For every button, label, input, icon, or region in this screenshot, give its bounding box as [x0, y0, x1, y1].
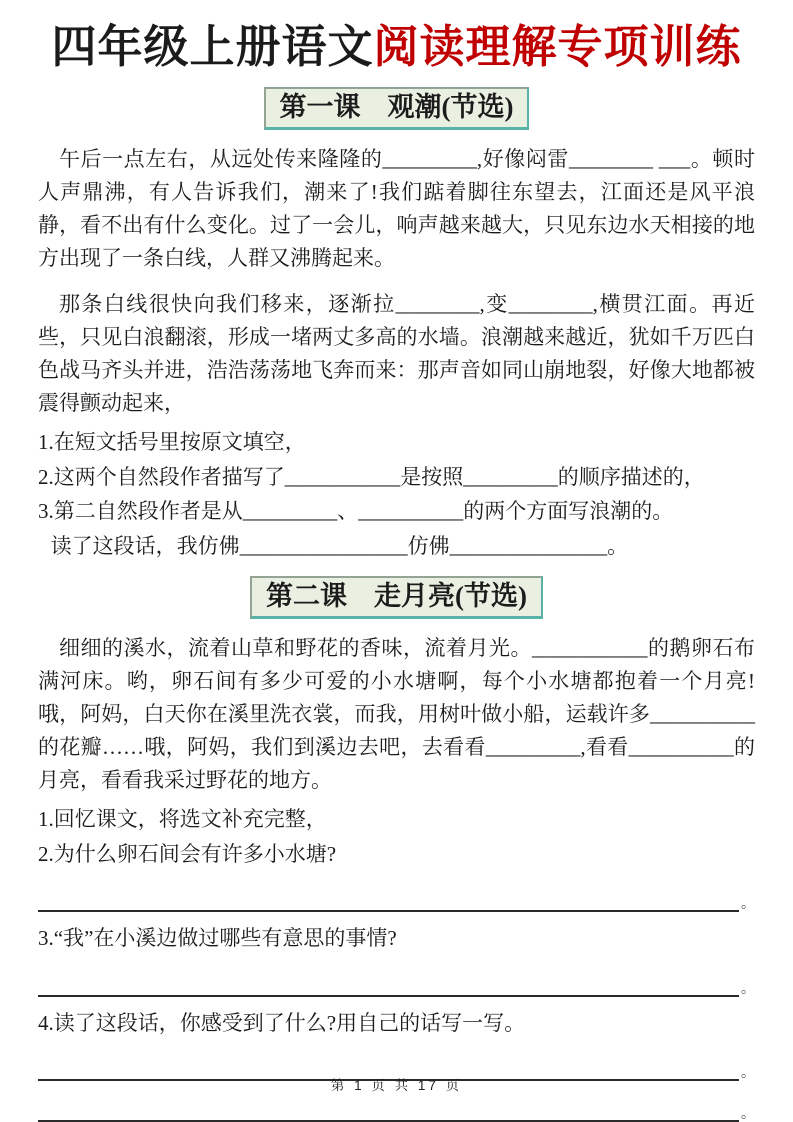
lesson2-question-4-answer-line-2 [38, 1108, 755, 1122]
lesson1-passage-paragraph-1: 午后一点左右，从远处传来隆隆的_________,好像闷雷________ ___。顿时人声鼎沸，有人告诉我们，潮来了!我们踮着脚往东望去，江面还是风平浪静，看不出有什么变化。过了一会儿，响声越来越大，只见东边水天相接的地方出现了一条白线，人群又沸腾起来。 [38, 147, 755, 270]
page-number-footer: 第 1 页 共 17 页 [330, 1078, 463, 1093]
lesson2-question-1: 1.回忆课文，将选文补充完整， [38, 807, 327, 831]
page-title-red-part: 阅读理解专项训练 [373, 22, 742, 72]
lesson1-question-list [38, 425, 755, 563]
answer-line-period: 。 [741, 981, 755, 997]
lesson2-question-2: 2.为什么卵石间会有许多小水塘? [38, 841, 337, 866]
lesson1-question-2: 2.这两个自然段作者描写了___________是按照_________的顺序描述的， [38, 464, 705, 489]
lesson2-passage-paragraph-1: 细细的溪水，流着山草和野花的香味，流着月光。___________的鹅卵石布满河床。哟，卵石间有多少可爱的小水塘啊，每个小水塘都抱着一个月亮!哦，阿妈，白天你在溪里洗衣裳，而我，用树叶做小船，运载许多__________的花瓣……哦，阿妈，我们到溪边去吧，去看看_________,看看__________的月亮，看看我采过野花的地方。 [38, 636, 755, 792]
answer-rule [38, 900, 739, 912]
answer-line-period: 。 [741, 897, 755, 912]
page-title [38, 20, 755, 74]
lesson2-question-2-answer-line [38, 898, 755, 912]
lesson1-question-3-continued: 读了这段话，我仿佛________________仿佛_______________。 [50, 533, 629, 558]
lesson2-question-4: 4.读了这段话，你感受到了什么?用自己的话写一写。 [38, 1010, 526, 1035]
page-title-black-part: 四年级上册语文 [51, 22, 374, 72]
lesson1-question-1: 1.在短文括号里按原文填空， [38, 430, 306, 454]
answer-rule [38, 1110, 739, 1122]
lesson1-passage-paragraph-2: 那条白线很快向我们移来，逐渐拉________,变________,横贯江面。再近些，只见白浪翻滚，形成一堵两丈多高的水墙。浪潮越来越近，犹如千万匹白色战马齐头并进，浩浩荡荡地飞奔而来：那声音如同山崩地裂，好像大地都被震得颤动起来， [38, 292, 755, 415]
answer-line-period: 。 [741, 1066, 755, 1081]
lesson2-header: 第二课 走月亮(节选) [250, 576, 543, 619]
lesson1-question-3: 3.第二自然段作者是从_________、__________的两个方面写浪潮的。 [38, 499, 674, 523]
lesson2-question-3-answer-line [38, 983, 755, 997]
lesson2-question-3: 3.“我”在小溪边做过哪些有意思的事情? [38, 926, 397, 950]
lesson1-header: 第一课 观潮(节选) [264, 87, 530, 130]
answer-line-period: 。 [741, 1107, 755, 1122]
answer-rule [38, 985, 739, 997]
